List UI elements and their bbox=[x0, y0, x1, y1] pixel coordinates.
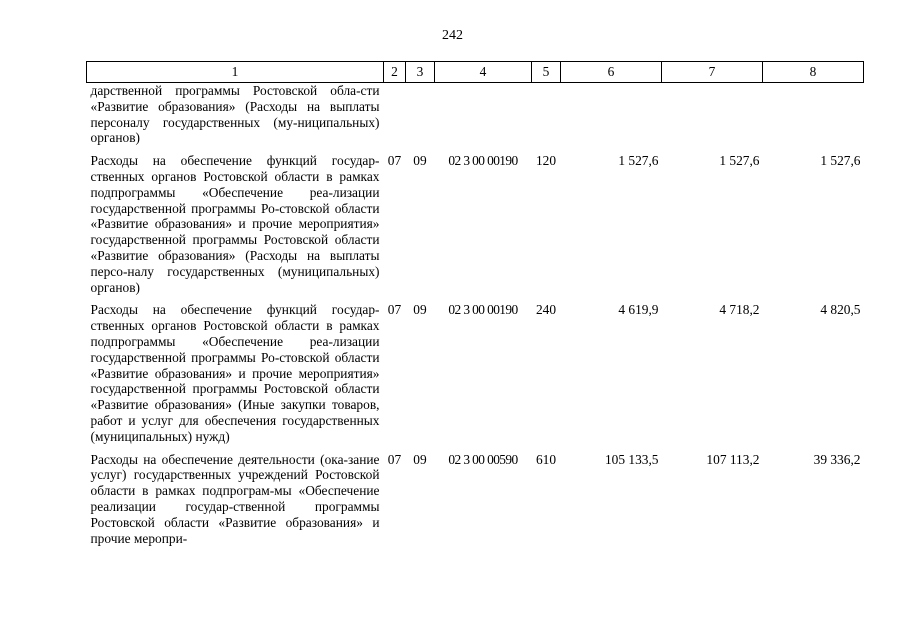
row-amount-2: 107 113,2 bbox=[706, 451, 760, 467]
table-row bbox=[87, 445, 864, 547]
row-amount-2: 1 527,6 bbox=[719, 153, 760, 169]
row-amount-1 bbox=[561, 83, 662, 147]
row-subsection bbox=[406, 83, 435, 147]
row-subsection: 09 bbox=[413, 451, 427, 467]
row-amount-1: 1 527,6 bbox=[618, 153, 659, 169]
row-section: 07 bbox=[387, 153, 402, 169]
row-target-article: 02 3 00 00590 bbox=[448, 451, 518, 467]
table-row bbox=[87, 146, 864, 295]
table-header bbox=[87, 62, 864, 83]
row-section: 07 bbox=[387, 451, 402, 467]
column-header-2: 2 bbox=[384, 62, 406, 83]
row-amount-3: 39 336,2 bbox=[813, 451, 861, 467]
page-number: 242 bbox=[442, 28, 463, 43]
row-section bbox=[384, 83, 406, 147]
row-target-article: 02 3 00 00190 bbox=[448, 302, 518, 318]
column-header-6: 6 bbox=[561, 62, 662, 83]
column-header-4: 4 bbox=[435, 62, 532, 83]
row-section: 07 bbox=[387, 302, 402, 318]
row-amount-3 bbox=[763, 83, 864, 147]
row-description: Расходы на обеспечение деятельности (ока-зание услуг) государственных учреждений Ростовской области в рамках подпрограм-мы «Обеспечение реализации государ-ственной программы Ростовской области «Развитие образования» и прочие меропри- bbox=[90, 451, 380, 546]
row-amount-2 bbox=[662, 83, 763, 147]
column-header-7: 7 bbox=[662, 62, 763, 83]
row-amount-3: 4 820,5 bbox=[820, 302, 861, 318]
row-amount-3: 1 527,6 bbox=[820, 153, 861, 169]
row-target-article: 02 3 00 00190 bbox=[448, 153, 518, 169]
row-subsection: 09 bbox=[413, 153, 427, 169]
table-body bbox=[87, 83, 864, 547]
row-expense-type: 610 bbox=[535, 451, 557, 467]
budget-table bbox=[86, 61, 864, 546]
row-amount-1: 105 133,5 bbox=[604, 451, 659, 467]
row-amount-1: 4 619,9 bbox=[618, 302, 659, 318]
column-header-3: 3 bbox=[406, 62, 435, 83]
row-expense-type bbox=[532, 83, 561, 147]
row-description: дарственной программы Ростовской обла-сти «Развитие образования» (Расходы на выплаты персоналу государственных (му-ниципальных) органов) bbox=[90, 83, 380, 146]
row-description: Расходы на обеспечение функций государ-ственных органов Ростовской области в рамках подпрограммы «Обеспечение реа-лизации государственной программы Ро-стовской области «Развитие образования» и прочие мероприятия» государственной программы Ростовской области «Развитие образования» (Иные закупки товаров, работ и услуг для обеспечения государственных (муниципальных) нужд) bbox=[90, 302, 380, 444]
row-amount-2: 4 718,2 bbox=[719, 302, 760, 318]
row-subsection: 09 bbox=[413, 302, 427, 318]
column-header-8: 8 bbox=[763, 62, 864, 83]
row-description: Расходы на обеспечение функций государ-ственных органов Ростовской области в рамках подпрограммы «Обеспечение реа-лизации государственной программы Ро-стовской области «Развитие образования» и прочие мероприятия» государственной программы Ростовской области «Развитие образования» (Расходы на выплаты персо-налу государственных (муниципальных) органов) bbox=[90, 153, 380, 295]
row-target-article bbox=[435, 83, 532, 147]
row-expense-type: 240 bbox=[535, 302, 557, 318]
header-row bbox=[87, 62, 864, 83]
table-row bbox=[87, 295, 864, 444]
column-header-1: 1 bbox=[87, 62, 384, 83]
row-expense-type: 120 bbox=[535, 153, 557, 169]
table-row bbox=[87, 83, 864, 147]
column-header-5: 5 bbox=[532, 62, 561, 83]
